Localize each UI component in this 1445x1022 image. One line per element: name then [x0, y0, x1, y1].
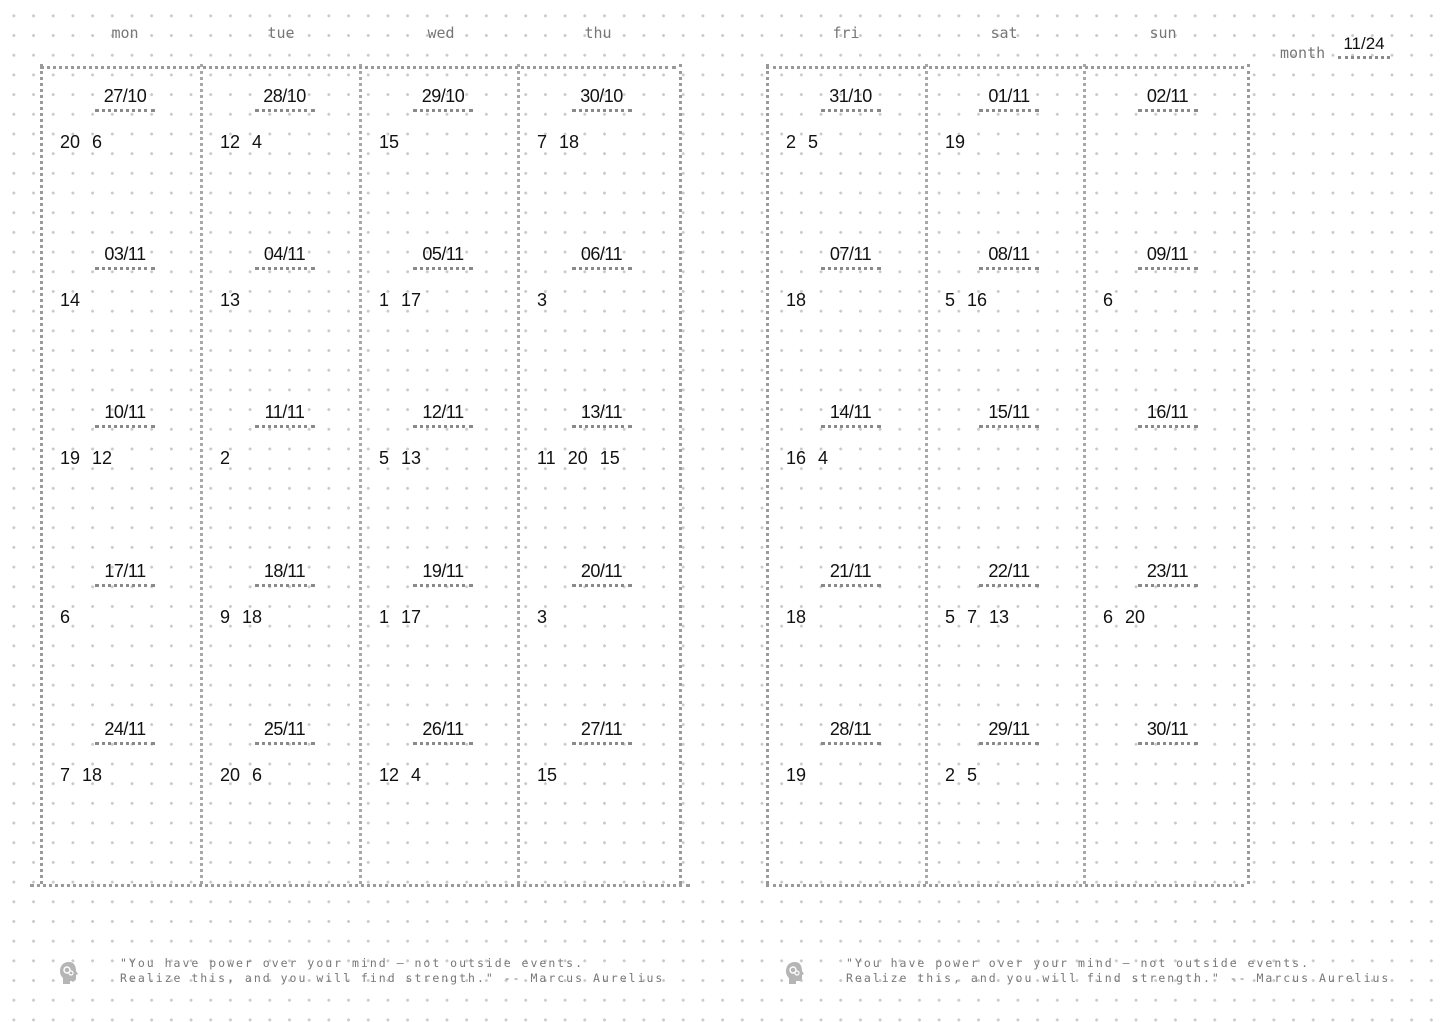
- day-entry-number: 7: [967, 607, 978, 627]
- day-entries: [537, 132, 579, 153]
- day-entry-number: 14: [60, 290, 81, 310]
- day-entry-number: 13: [401, 448, 422, 468]
- day-cell[interactable]: [927, 68, 1083, 218]
- day-date: 12/11: [413, 402, 473, 428]
- day-entries: [60, 290, 80, 311]
- day-cell[interactable]: [202, 701, 359, 851]
- day-entries: [60, 607, 70, 628]
- day-date: 03/11: [95, 244, 155, 270]
- day-entries: [1103, 607, 1145, 628]
- month-label: month: [1280, 44, 1326, 62]
- day-cell[interactable]: [361, 543, 517, 693]
- day-entry-number: 6: [1103, 607, 1114, 627]
- day-entry-number: 5: [945, 607, 956, 627]
- weekday-header-tue: tue: [267, 24, 295, 42]
- weekday-header-fri: fri: [832, 24, 860, 42]
- head-profile-icon: [784, 960, 806, 986]
- day-date: 28/11: [821, 719, 881, 745]
- day-date: 27/11: [572, 719, 632, 745]
- day-cell[interactable]: [1085, 543, 1242, 693]
- day-entries: [537, 607, 547, 628]
- day-entry-number: 17: [401, 607, 422, 627]
- day-entries: [220, 607, 262, 628]
- day-entries: [945, 607, 1009, 628]
- weekday-header-sat: sat: [990, 24, 1018, 42]
- day-entry-number: 1: [379, 607, 390, 627]
- day-entry-number: 12: [379, 765, 400, 785]
- day-entry-number: 20: [1125, 607, 1146, 627]
- day-cell[interactable]: [202, 543, 359, 693]
- day-entries: [786, 290, 806, 311]
- day-entry-number: 2: [945, 765, 956, 785]
- day-entry-number: 17: [401, 290, 422, 310]
- day-entries: [1103, 290, 1113, 311]
- day-cell[interactable]: [42, 384, 200, 534]
- weekday-header-mon: mon: [111, 24, 139, 42]
- day-date: 19/11: [413, 561, 473, 587]
- day-date: 05/11: [413, 244, 473, 270]
- day-entry-number: 19: [786, 765, 807, 785]
- day-entry-number: 12: [220, 132, 241, 152]
- day-cell[interactable]: [519, 68, 676, 218]
- day-entries: [786, 607, 806, 628]
- day-cell[interactable]: [361, 384, 517, 534]
- day-entry-number: 7: [60, 765, 71, 785]
- day-cell[interactable]: [361, 68, 517, 218]
- day-date: 18/11: [255, 561, 315, 587]
- day-cell[interactable]: [202, 68, 359, 218]
- day-entry-number: 3: [537, 607, 548, 627]
- day-date: 06/11: [572, 244, 632, 270]
- day-cell[interactable]: [927, 384, 1083, 534]
- day-cell[interactable]: [361, 226, 517, 376]
- day-cell[interactable]: [42, 701, 200, 851]
- quote-line-1: "You have power over your mind — not outside events.: [120, 956, 585, 970]
- day-entry-number: 18: [242, 607, 263, 627]
- day-entries: [537, 448, 620, 469]
- month-value: 11/24: [1338, 34, 1390, 59]
- day-entries: [379, 765, 421, 786]
- day-entries: [379, 448, 421, 469]
- day-entry-number: 15: [537, 765, 558, 785]
- day-date: 23/11: [1138, 561, 1198, 587]
- left-bottom-border: [30, 884, 690, 887]
- day-cell[interactable]: [202, 226, 359, 376]
- day-entry-number: 4: [411, 765, 422, 785]
- day-entry-number: 6: [60, 607, 71, 627]
- weekday-header-sun: sun: [1149, 24, 1177, 42]
- day-entry-number: 6: [252, 765, 263, 785]
- day-date: 04/11: [255, 244, 315, 270]
- day-date: 17/11: [95, 561, 155, 587]
- day-entry-number: 13: [989, 607, 1010, 627]
- day-entry-number: 4: [252, 132, 263, 152]
- day-entry-number: 13: [220, 290, 241, 310]
- day-cell[interactable]: [1085, 384, 1242, 534]
- day-entry-number: 20: [60, 132, 81, 152]
- day-date: 31/10: [821, 86, 881, 112]
- day-date: 01/11: [979, 86, 1039, 112]
- day-entry-number: 2: [220, 448, 231, 468]
- day-date: 24/11: [95, 719, 155, 745]
- day-entry-number: 1: [379, 290, 390, 310]
- day-cell[interactable]: [927, 701, 1083, 851]
- day-date: 30/10: [572, 86, 632, 112]
- day-cell[interactable]: [768, 701, 925, 851]
- day-cell[interactable]: [519, 226, 676, 376]
- day-date: 11/11: [255, 402, 315, 428]
- day-entry-number: 12: [92, 448, 113, 468]
- day-entries: [786, 132, 818, 153]
- footer-right: [784, 956, 1390, 986]
- quote-line-2: Realize this, and you will find strength." -- Marcus Aurelius: [120, 971, 665, 985]
- weekday-header-thu: thu: [584, 24, 612, 42]
- day-entry-number: 5: [379, 448, 390, 468]
- day-date: 07/11: [821, 244, 881, 270]
- day-entry-number: 5: [967, 765, 978, 785]
- day-entry-number: 19: [945, 132, 966, 152]
- day-entry-number: 6: [92, 132, 103, 152]
- day-date: 20/11: [572, 561, 632, 587]
- day-entry-number: 15: [599, 448, 620, 468]
- quote-line-2: Realize this, and you will find strength." -- Marcus Aurelius: [846, 971, 1391, 985]
- day-entries: [220, 765, 262, 786]
- day-cell[interactable]: [927, 543, 1083, 693]
- day-entries: [379, 290, 421, 311]
- day-entries: [786, 448, 828, 469]
- day-cell[interactable]: [519, 701, 676, 851]
- day-date: 29/10: [413, 86, 473, 112]
- day-entries: [379, 607, 421, 628]
- day-entry-number: 4: [818, 448, 829, 468]
- day-date: 08/11: [979, 244, 1039, 270]
- day-date: 27/10: [95, 86, 155, 112]
- day-cell[interactable]: [42, 68, 200, 218]
- day-entry-number: 11: [537, 448, 556, 468]
- day-date: 16/11: [1138, 402, 1198, 428]
- day-entry-number: 18: [786, 290, 807, 310]
- day-date: 14/11: [821, 402, 881, 428]
- day-date: 13/11: [572, 402, 632, 428]
- day-entries: [537, 765, 557, 786]
- footer-quote: [846, 956, 1390, 986]
- day-cell[interactable]: [202, 384, 359, 534]
- day-entry-number: 5: [945, 290, 956, 310]
- day-entry-number: 20: [567, 448, 588, 468]
- day-entries: [60, 448, 112, 469]
- day-entries: [537, 290, 547, 311]
- day-date: 22/11: [979, 561, 1039, 587]
- day-entries: [60, 132, 102, 153]
- day-date: 28/10: [255, 86, 315, 112]
- day-cell[interactable]: [42, 226, 200, 376]
- weekday-header-wed: wed: [427, 24, 455, 42]
- day-entry-number: 18: [82, 765, 103, 785]
- day-entry-number: 16: [967, 290, 988, 310]
- day-entry-number: 16: [786, 448, 807, 468]
- day-entries: [945, 132, 965, 153]
- day-date: 21/11: [821, 561, 881, 587]
- day-cell[interactable]: [768, 384, 925, 534]
- day-cell[interactable]: [927, 226, 1083, 376]
- day-entry-number: 18: [559, 132, 580, 152]
- footer-left: [58, 956, 664, 986]
- day-cell[interactable]: [768, 226, 925, 376]
- day-cell[interactable]: [519, 384, 676, 534]
- day-entry-number: 6: [1103, 290, 1114, 310]
- day-entries: [60, 765, 102, 786]
- day-entries: [220, 448, 230, 469]
- day-date: 25/11: [255, 719, 315, 745]
- day-cell[interactable]: [361, 701, 517, 851]
- day-entries: [220, 290, 240, 311]
- day-cell[interactable]: [42, 543, 200, 693]
- day-entry-number: 20: [220, 765, 241, 785]
- day-date: 10/11: [95, 402, 155, 428]
- day-cell[interactable]: [1085, 226, 1242, 376]
- day-cell[interactable]: [768, 68, 925, 218]
- day-entries: [945, 290, 987, 311]
- day-entries: [945, 765, 977, 786]
- footer-quote: [120, 956, 664, 986]
- day-entries: [379, 132, 399, 153]
- day-entry-number: 5: [808, 132, 819, 152]
- day-cell[interactable]: [1085, 701, 1242, 851]
- day-entry-number: 18: [786, 607, 807, 627]
- day-entry-number: 2: [786, 132, 797, 152]
- day-entry-number: 9: [220, 607, 231, 627]
- day-entries: [786, 765, 806, 786]
- right-bottom-border: [766, 884, 1244, 887]
- day-cell[interactable]: [519, 543, 676, 693]
- day-entry-number: 3: [537, 290, 548, 310]
- day-date: 29/11: [979, 719, 1039, 745]
- day-entry-number: 7: [537, 132, 548, 152]
- day-date: 09/11: [1138, 244, 1198, 270]
- head-profile-icon: [58, 960, 80, 986]
- day-entries: [220, 132, 262, 153]
- day-date: 26/11: [413, 719, 473, 745]
- day-cell[interactable]: [1085, 68, 1242, 218]
- day-date: 02/11: [1138, 86, 1198, 112]
- day-cell[interactable]: [768, 543, 925, 693]
- day-entry-number: 19: [60, 448, 81, 468]
- day-date: 15/11: [979, 402, 1039, 428]
- day-entry-number: 15: [379, 132, 400, 152]
- day-date: 30/11: [1138, 719, 1198, 745]
- quote-line-1: "You have power over your mind — not outside events.: [846, 956, 1311, 970]
